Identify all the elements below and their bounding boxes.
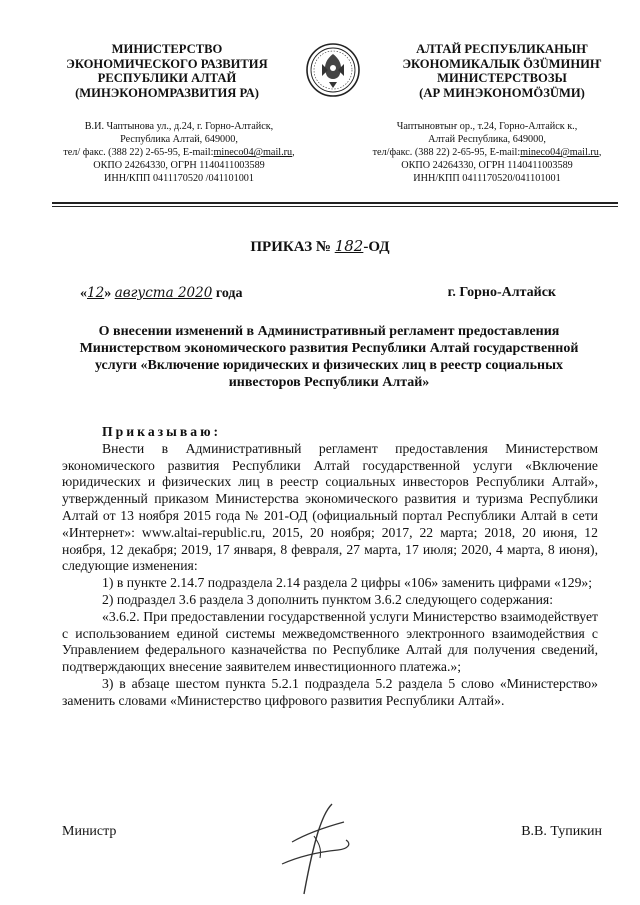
handwritten-signature (252, 792, 372, 902)
address-altai (356, 120, 618, 185)
address-line: тел/ факс. (388 22) 2-65-95, E-mail:mineco04@mail.ru, (63, 147, 295, 159)
header-left-line: МИНИСТЕРСТВО (111, 42, 223, 56)
header-right-line: АЛТАЙ РЕСПУБЛИКАНЫҤ (416, 42, 588, 56)
orders-word: Приказываю: (102, 424, 222, 439)
signer-name: В.В. Тупикин (521, 824, 602, 839)
body-paragraph: Внести в Административный регламент предоставления Министерством экономического развития Республики Алтай государственной услуги «Включение юридических и физических лиц в реестр социальных инвесторов Республики Алтай», утвержденный приказом Министерства экономического развития и туризма Республики Алтай от 13 ноября 2015 года № 201-ОД (официальный портал Республики Алтай в сети «Интернет»: www.altai-republic.ru, 2015, 20 ноября; 2017, 22 марта; 2018, 20 июня, 12 ноября, 12 декабря; 2019, 17 января, 8 февраля, 27 марта, 17 июля; 2020, 4 марта, 8 июня), следующие изменения: (62, 440, 598, 574)
header-left-line: (МИНЭКОНОМРАЗВИТИЯ РА) (75, 85, 259, 100)
ministry-name-russian (58, 42, 276, 100)
address-line: ИНН/КПП 0411170520 /041101001 (104, 173, 254, 185)
date-month-year: августа 2020 (114, 285, 213, 301)
header-divider (52, 206, 618, 207)
order-city: г. Горно-Алтайск (447, 285, 556, 300)
address-line: ИНН/КПП 0411170520/041101001 (413, 173, 561, 185)
header-right-line: ЭКОНОМИКАЛЫК ÖЗÜМИНИҤ (402, 56, 602, 71)
address-line: В.И. Чаптынова ул., д.24, г. Горно-Алтайск, (84, 121, 274, 132)
address-line: Чаптыновтыҥ ор., т.24, Горно-Алтайск к., (396, 121, 578, 132)
signer-position: Министр (62, 824, 117, 839)
header-left-line: ЭКОНОМИЧЕСКОГО РАЗВИТИЯ (66, 56, 268, 71)
address-line: ОКПО 24264330, ОГРН 1140411003589 (401, 160, 573, 172)
header-right-line: МИНИСТЕРСТВОЗЫ (437, 71, 567, 85)
header-divider (52, 202, 618, 204)
order-date: «12» августа 2020 года (80, 285, 243, 301)
body-paragraph: 2) подраздел 3.6 раздела 3 дополнить пунктом 3.6.2 следующего содержания: (102, 591, 553, 607)
order-number: 182 (334, 237, 364, 255)
address-line: тел/факс. (388 22) 2-65-95, E-mail:mineco04@mail.ru, (372, 147, 602, 159)
body-paragraph: 3) в абзаце шестом пункта 5.2.1 подраздела 5.2 раздела 5 слово «Министерство» заменить словами «Министерство цифрового развития Республики Алтай». (62, 675, 598, 708)
body-paragraph: «3.6.2. При предоставлении государственной услуги Министерство взаимодействует с использованием единой системы межведомственного электронного взаимодействия с Управлением федерального казначейства по Республике Алтай для получения сведений, подтверждающих внесение заявителем инвестиционного платежа.»; (62, 608, 598, 675)
ministry-name-altai (394, 42, 610, 100)
order-subject: О внесении изменений в Административный регламент предоставления Министерством экономического развития Республики Алтай государственной услуги «Включение юридических и физических лиц в реестр социальных инвесторов Республики Алтай» (79, 324, 579, 390)
address-line: Республика Алтай, 649000, (120, 134, 238, 146)
email-link[interactable]: mineco04@mail.ru (213, 147, 293, 159)
address-russian (50, 120, 308, 185)
date-day: 12 (87, 285, 105, 301)
republic-altai-emblem (305, 42, 361, 98)
address-line: Алтай Республика, 649000, (428, 134, 546, 146)
email-link[interactable]: mineco04@mail.ru (520, 147, 599, 159)
header-right-line: (АР МИНЭКОНОМÖЗÜМИ) (419, 85, 585, 100)
header-left-line: РЕСПУБЛИКИ АЛТАЙ (97, 71, 237, 85)
order-title: ПРИКАЗ № 182-ОД (250, 237, 390, 255)
address-line: ОКПО 24264330, ОГРН 1140411003589 (93, 160, 265, 172)
body-paragraph: 1) в пункте 2.14.7 подраздела 2.14 раздела 2 цифры «106» заменить цифрами «129»; (102, 575, 593, 591)
order-body (62, 424, 598, 710)
